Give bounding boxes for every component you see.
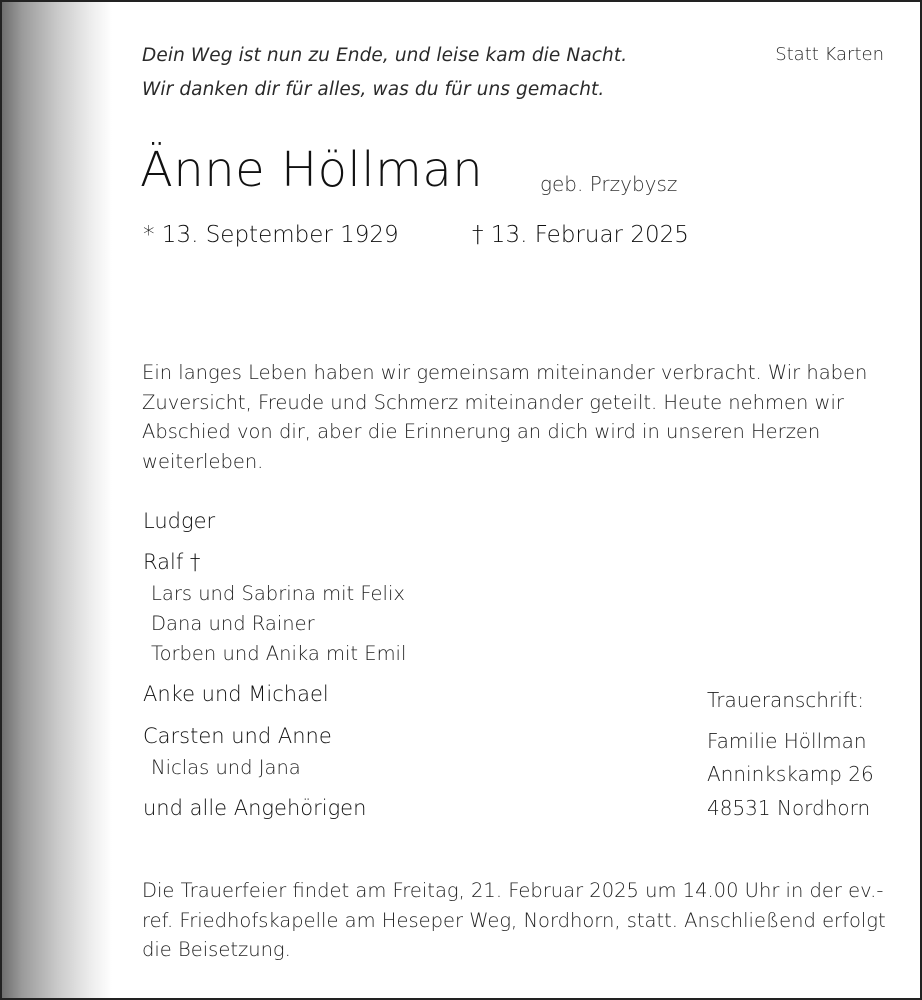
family-ralf-child: Lars und Sabrina mit Felix [151, 582, 405, 605]
family-ludger: Ludger [143, 509, 216, 533]
funeral-info: Die Trauerfeier findet am Freitag, 21. Februar 2025 um 14.00 Uhr in der ev.-ref. Friedhofskapelle am Heseper Weg, Nordhorn, statt. Anschließend erfolgt die Beisetzung. [142, 879, 886, 961]
address-line-3: 48531 Nordhorn [707, 796, 871, 820]
farewell-message: Ein langes Leben haben wir gemeinsam miteinander verbracht. Wir haben Zuversicht, Freude und Schmerz miteinander geteilt. Heute nehmen wir Abschied von dir, aber die Erinnerung an dich wird in unseren Herzen weiterleben. [142, 361, 868, 473]
family-all-relatives: und alle Angehörigen [143, 796, 367, 820]
family-ralf-child: Torben und Anika mit Emil [151, 642, 407, 665]
quote-line-2: Wir danken dir für alles, was du für uns gemacht. [142, 79, 605, 100]
statt-karten-label: Statt Karten [775, 44, 884, 65]
family-carsten-child: Niclas und Jana [151, 756, 301, 779]
address-line-2: Anninkskamp 26 [707, 762, 874, 786]
address-line-1: Familie Höllman [707, 729, 867, 753]
family-ralf-child: Dana und Rainer [151, 612, 315, 635]
family-carsten: Carsten und Anne [143, 724, 332, 748]
death-date: † 13. Februar 2025 [472, 222, 689, 248]
quote-line-1: Dein Weg ist nun zu Ende, und leise kam die Nacht. [142, 45, 628, 66]
birth-date: * 13. September 1929 [143, 222, 399, 248]
page-shadow [2, 2, 112, 998]
born-name: geb. Przybysz [540, 172, 678, 196]
deceased-name: Änne Höllman [140, 142, 484, 198]
address-label: Traueranschrift: [707, 688, 865, 712]
family-ralf: Ralf † [143, 550, 201, 574]
family-anke: Anke und Michael [143, 682, 329, 706]
